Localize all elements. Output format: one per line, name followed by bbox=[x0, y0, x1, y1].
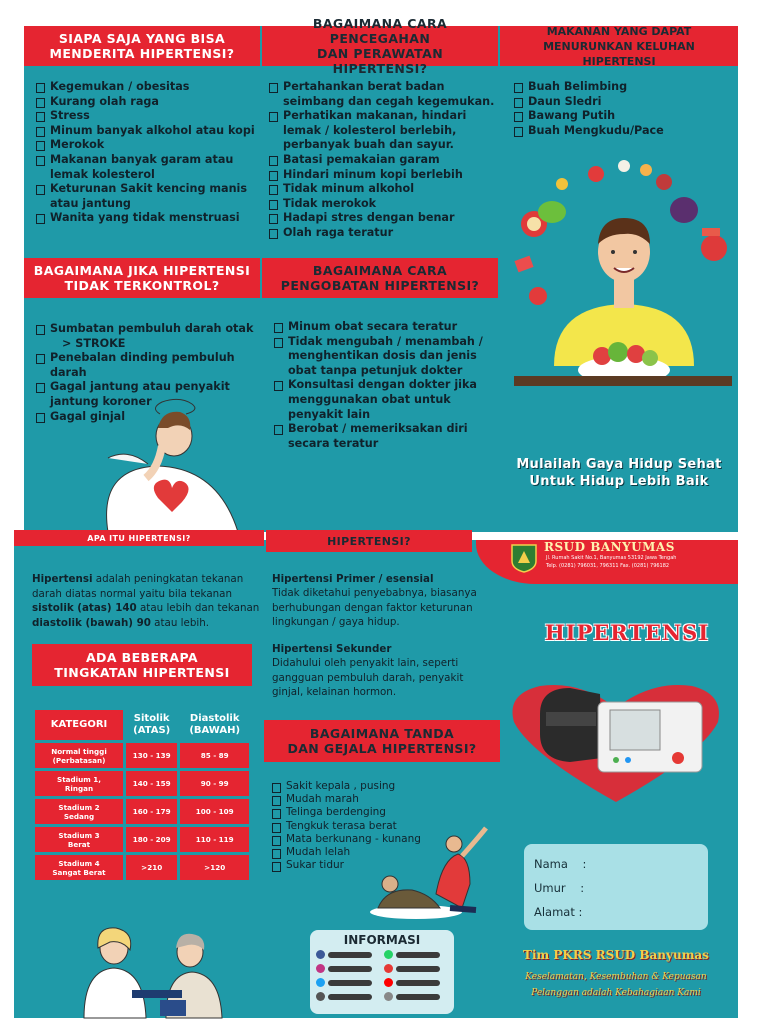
list-item: Gagal ginjal bbox=[36, 410, 261, 425]
list-item: Mata berkunang - kunang bbox=[272, 833, 472, 846]
list-item: Tidak merokok bbox=[269, 197, 499, 212]
list-item: Keturunan Sakit kencing manis atau jantung bbox=[36, 182, 256, 211]
list-item: Mudah marah bbox=[272, 793, 472, 806]
heading-healthy-foods: MAKANAN YANG DAPAT MENURUNKAN KELUHAN HIPERTENSI bbox=[500, 26, 738, 66]
table-cell: Stadium 4 Sangat Berat bbox=[35, 855, 123, 880]
table-row bbox=[35, 799, 249, 824]
table-cell: 160 - 179 bbox=[126, 799, 177, 824]
table-cell: >210 bbox=[126, 855, 177, 880]
table-cell: >120 bbox=[180, 855, 249, 880]
address-field-label[interactable]: Alamat : bbox=[534, 905, 583, 919]
table-cell: 85 - 89 bbox=[180, 743, 249, 768]
list-item: Pertahankan berat badan seimbang dan cegah kegemukan. bbox=[269, 80, 499, 109]
twitter-icon bbox=[316, 978, 325, 987]
heading-uncontrolled: BAGAIMANA JIKA HIPERTENSI TIDAK TERKONTROL? bbox=[24, 258, 260, 298]
healthy-eating-illustration bbox=[514, 156, 732, 386]
heading-levels: ADA BEBERAPA TINGKATAN HIPERTENSI bbox=[32, 644, 252, 686]
website-contact[interactable] bbox=[316, 992, 372, 1001]
risk-factor-list bbox=[36, 80, 256, 226]
facebook-contact[interactable] bbox=[316, 950, 372, 959]
table-cell: 90 - 99 bbox=[180, 771, 249, 796]
heading-what-is-hypertension-partial: APA ITU HIPERTENSI? bbox=[14, 530, 264, 546]
list-item: Stress bbox=[36, 109, 256, 124]
info-title: INFORMASI bbox=[343, 933, 421, 947]
list-item: Sumbatan pembuluh darah otak bbox=[36, 322, 261, 337]
hospital-logo-icon bbox=[510, 543, 538, 573]
healthy-food-list bbox=[514, 80, 724, 138]
list-item: Batasi pemakaian garam bbox=[269, 153, 499, 168]
team-credit: Tim PKRS RSUD Banyumas bbox=[523, 948, 709, 962]
blood-pressure-monitor-illustration bbox=[510, 674, 722, 804]
secondary-hypertension-text: Didahului oleh penyakit lain, seperti gangguan pembuluh darah, penyakit ginjal, kelainan hormon. bbox=[272, 657, 464, 698]
contact-info-box bbox=[310, 930, 454, 1014]
hypertension-levels-table bbox=[32, 707, 252, 883]
youtube-contact[interactable] bbox=[384, 978, 440, 987]
definition-paragraph: Hipertensi adalah peningkatan tekanan darah diatas normal yaitu bila tekanan sistolik (atas) 140 atau lebih dan tekanan diastolik (bawah) 90 atau lebih. bbox=[32, 573, 260, 629]
table-cell: 140 - 159 bbox=[126, 771, 177, 796]
phone-icon bbox=[384, 964, 393, 973]
table-header: KATEGORI bbox=[35, 710, 123, 740]
instagram-contact[interactable] bbox=[316, 964, 372, 973]
hospital-name: RSUD BANYUMAS bbox=[544, 540, 675, 554]
list-item: Buah Belimbing bbox=[514, 80, 724, 95]
whatsapp-icon bbox=[384, 950, 393, 959]
table-cell: Stadium 2 Sedang bbox=[35, 799, 123, 824]
table-cell: 180 - 209 bbox=[126, 827, 177, 852]
collapsed-person-illustration bbox=[366, 824, 496, 920]
list-item: Buah Mengkudu/Pace bbox=[514, 124, 724, 139]
healthy-lifestyle-slogan: Mulailah Gaya Hidup Sehat Untuk Hidup Lebih Baik bbox=[516, 457, 722, 489]
phone-contact[interactable] bbox=[384, 964, 440, 973]
list-item: Olah raga teratur bbox=[269, 226, 499, 241]
table-cell: Normal tinggi (Perbatasan) bbox=[35, 743, 123, 768]
list-item: Sukar tidur bbox=[272, 859, 472, 872]
list-item: Kurang olah raga bbox=[36, 95, 256, 110]
heading-signs-symptoms: BAGAIMANA TANDA DAN GEJALA HIPERTENSI? bbox=[264, 720, 500, 762]
table-cell: Stadium 1, Ringan bbox=[35, 771, 123, 796]
age-field-label[interactable]: Umur : bbox=[534, 881, 585, 895]
heading-treatment: BAGAIMANA CARA PENGOBATAN HIPERTENSI? bbox=[262, 258, 498, 298]
list-item: Sakit kepala , pusing bbox=[272, 780, 472, 793]
list-item: Minum banyak alkohol atau kopi bbox=[36, 124, 256, 139]
motto-line-2: Pelanggan adalah Kebahagiaan Kami bbox=[531, 988, 701, 998]
list-item: Merokok bbox=[36, 138, 256, 153]
brochure-inside-page bbox=[24, 16, 738, 532]
youtube-icon bbox=[384, 978, 393, 987]
prevention-list bbox=[269, 80, 499, 241]
table-cell: 110 - 119 bbox=[180, 827, 249, 852]
hospital-address: Jl. Rumah Sakit No.1, Banyumas 53192 Jawa Tengah Telp. (0281) 796031, 796311 Fax. (0281) 796182 bbox=[546, 555, 677, 569]
treatment-list bbox=[274, 320, 500, 451]
table-row bbox=[35, 827, 249, 852]
list-item: Tengkuk terasa berat bbox=[272, 820, 472, 833]
whatsapp-contact[interactable] bbox=[384, 950, 440, 959]
list-item: Hadapi stres dengan benar bbox=[269, 211, 499, 226]
blood-pressure-check-illustration bbox=[74, 918, 234, 1018]
list-item: Hindari minum kopi berlebih bbox=[269, 168, 499, 183]
list-item: Telinga berdenging bbox=[272, 806, 472, 819]
name-field-label[interactable]: Nama : bbox=[534, 857, 587, 871]
patient-info-form bbox=[524, 844, 708, 930]
heading-who-can-suffer: SIAPA SAJA YANG BISA MENDERITA HIPERTENSI? bbox=[24, 26, 260, 66]
list-item: Perhatikan makanan, hindari lemak / kolesterol berlebih, perbanyak buah dan sayur. bbox=[269, 109, 499, 153]
table-cell: 130 - 139 bbox=[126, 743, 177, 768]
list-item-sub: > STROKE bbox=[62, 336, 126, 350]
primary-hypertension-text: Tidak diketahui penyebabnya, biasanya berhubungan dengan faktor keturunan lingkungan / gaya hidup. bbox=[272, 587, 477, 628]
list-item: Tidak minum alkohol bbox=[269, 182, 499, 197]
list-item: Minum obat secara teratur bbox=[274, 320, 500, 335]
table-row bbox=[35, 743, 249, 768]
list-item: Kegemukan / obesitas bbox=[36, 80, 256, 95]
list-item: Konsultasi dengan dokter jika menggunakan obat untuk penyakit lain bbox=[274, 378, 500, 422]
primary-hypertension-title: Hipertensi Primer / esensial bbox=[272, 573, 434, 585]
table-row bbox=[35, 855, 249, 880]
headache-person-illustration bbox=[88, 388, 258, 532]
table-cell: 100 - 109 bbox=[180, 799, 249, 824]
table-header: Sitolik (ATAS) bbox=[133, 713, 171, 736]
hospital-header bbox=[476, 540, 738, 584]
globe-icon bbox=[316, 992, 325, 1001]
brochure-title: HIPERTENSI bbox=[544, 620, 710, 645]
table-header: Diastolik (BAWAH) bbox=[189, 713, 241, 736]
instagram-icon bbox=[316, 964, 325, 973]
twitter-contact[interactable] bbox=[316, 978, 372, 987]
heading-prevention: BAGAIMANA CARA PENCEGAHAN DAN PERAWATAN HIPERTENSI? bbox=[262, 26, 498, 66]
table-row bbox=[35, 771, 249, 796]
list-item: Tidak mengubah / menambah / menghentikan dosis dan jenis obat tanpa petunjuk dokter bbox=[274, 335, 500, 379]
facebook-icon bbox=[316, 950, 325, 959]
table-cell: Stadium 3 Berat bbox=[35, 827, 123, 852]
mail-icon bbox=[384, 992, 393, 1001]
list-item: Penebalan dinding pembuluh darah bbox=[36, 351, 261, 380]
list-item: Berobat / memeriksakan diri secara teratur bbox=[274, 422, 500, 451]
motto-line-1: Keselamatan, Kesembuhan & Kepuasan bbox=[525, 972, 707, 982]
list-item: Bawang Putih bbox=[514, 109, 724, 124]
list-item: Daun Sledri bbox=[514, 95, 724, 110]
list-item: Gagal jantung atau penyakit jantung koroner bbox=[36, 380, 261, 409]
list-item: Mudah lelah bbox=[272, 846, 472, 859]
secondary-hypertension-title: Hipertensi Sekunder bbox=[272, 643, 392, 655]
brochure-outside-page bbox=[14, 533, 738, 1018]
list-item: Wanita yang tidak menstruasi bbox=[36, 211, 256, 226]
email-contact[interactable] bbox=[384, 992, 440, 1001]
heading-types-partial: HIPERTENSI? bbox=[266, 530, 472, 552]
list-item: Makanan banyak garam atau lemak kolesterol bbox=[36, 153, 256, 182]
